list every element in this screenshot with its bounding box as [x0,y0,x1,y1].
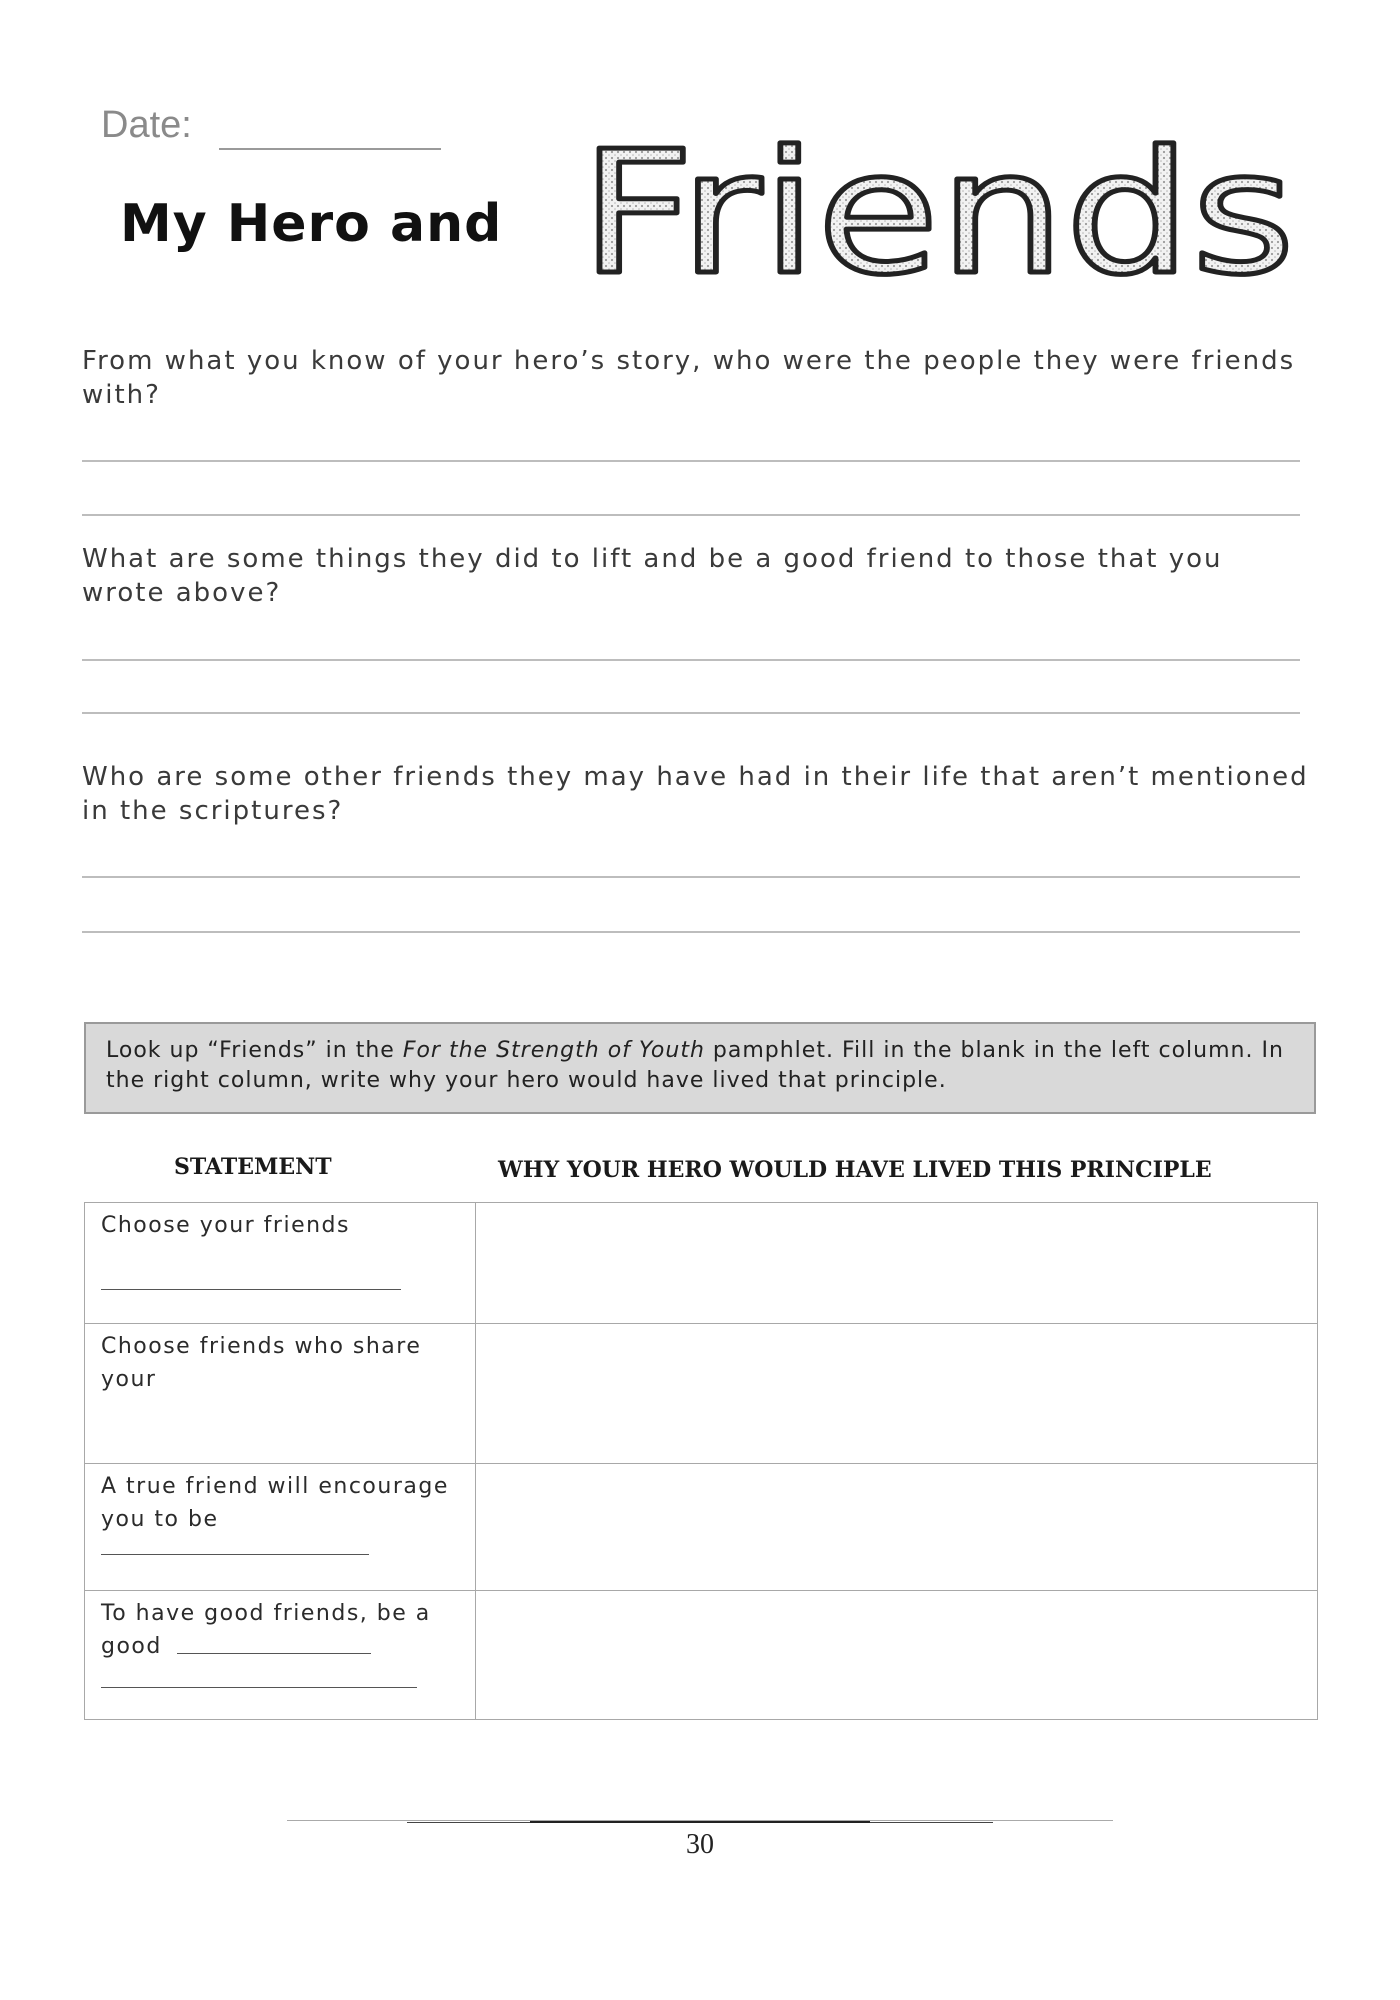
statement-cell [85,1591,476,1719]
fill-in-blank[interactable] [101,1554,369,1555]
why-cell[interactable] [476,1591,1317,1719]
date-label: Date: [101,104,192,146]
answer-line[interactable] [82,876,1300,878]
answer-line[interactable] [82,514,1300,516]
why-cell[interactable] [476,1324,1317,1463]
fill-in-blank[interactable] [101,1687,417,1688]
question-3: Who are some other friends they may have had in their life that aren’t mentioned in the scriptures? [82,762,1309,826]
table-row [85,1203,1317,1324]
statement-cell [85,1324,476,1463]
date-input-line[interactable] [219,148,441,150]
why-cell[interactable] [476,1464,1317,1590]
table-row [85,1591,1317,1719]
statement-text: A true friend will encourage you to be [101,1474,449,1532]
pamphlet-title: For the Strength of Youth [402,1038,705,1063]
table-row [85,1324,1317,1464]
answer-line[interactable] [82,931,1300,933]
table-row [85,1464,1317,1591]
statement-table [84,1202,1318,1720]
instruction-box [84,1022,1316,1114]
instruction-text [106,1036,1296,1096]
why-cell[interactable] [476,1203,1317,1323]
question-1: From what you know of your hero’s story, who were the people they were friends with? [82,346,1296,410]
instruction-text-part1: Look up “Friends” in the [106,1038,403,1063]
title-friends [580,132,1300,294]
fill-in-blank[interactable] [101,1289,401,1290]
answer-line[interactable] [82,659,1300,661]
statement-cell [85,1203,476,1323]
answer-line[interactable] [82,712,1300,714]
statement-text: Choose your friends [101,1213,350,1238]
title-my-hero-and: My Hero and [120,194,503,254]
statement-text: Choose friends who share your [101,1334,422,1392]
footer-divider [530,1821,870,1823]
column-header-statement: STATEMENT [174,1154,332,1180]
answer-line[interactable] [82,460,1300,462]
instruction-text-part2: pamphlet. Fill in the blank in the left column. In the right column, write why your hero would have lived that principle. [106,1038,1284,1093]
column-header-why: WHY YOUR HERO WOULD HAVE LIVED THIS PRINCIPLE [498,1157,1212,1183]
fill-in-blank[interactable] [177,1653,371,1654]
statement-cell [85,1464,476,1590]
question-2: What are some things they did to lift and be a good friend to those that you wrote above? [82,544,1223,608]
page-number: 30 [686,1829,714,1860]
statement-text: To have good friends, be a good [101,1601,431,1659]
title-friends-text: Friends [580,132,1295,294]
